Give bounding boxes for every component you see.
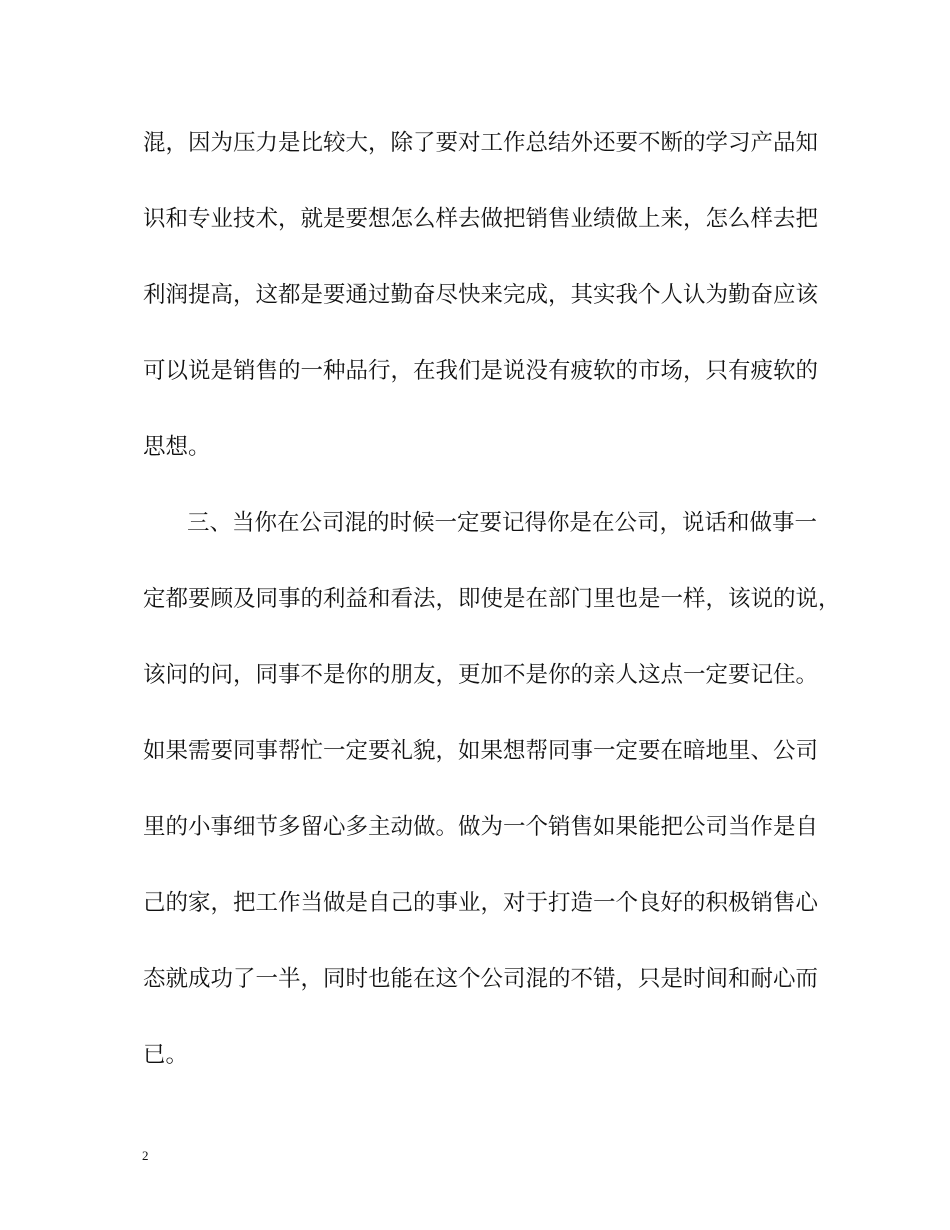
paragraph-line: 利润提高，这都是要通过勤奋尽快来完成，其实我个人认为勤奋应该 (143, 282, 819, 308)
paragraph-line: 态就成功了一半，同时也能在这个公司混的不错，只是时间和耐心而 (143, 966, 819, 992)
paragraph-line: 已。 (143, 1042, 189, 1068)
paragraph-line: 己的家，把工作当做是自己的事业，对于打造一个良好的积极销售心 (143, 890, 819, 916)
paragraph-line: 可以说是销售的一种品行，在我们是说没有疲软的市场，只有疲软的 (143, 358, 819, 384)
page-number: 2 (142, 1148, 149, 1163)
paragraph-line: 识和专业技术，就是要想怎么样去做把销售业绩做上来，怎么样去把 (143, 206, 819, 232)
paragraph-line: 里的小事细节多留心多主动做。做为一个销售如果能把公司当作是自 (143, 814, 819, 840)
paragraph-line: 思想。 (143, 434, 211, 460)
paragraph-line: 该问的问，同事不是你的朋友，更加不是你的亲人这点一定要记住。 (143, 662, 819, 688)
paragraph-line: 混，因为压力是比较大，除了要对工作总结外还要不断的学习产品知 (143, 130, 819, 156)
paragraph-line: 三、当你在公司混的时候一定要记得你是在公司，说话和做事一 (187, 510, 818, 536)
paragraph-line: 定都要顾及同事的利益和看法，即使是在部门里也是一样，该说的说， (143, 586, 841, 612)
paragraph-line: 如果需要同事帮忙一定要礼貌，如果想帮同事一定要在暗地里、公司 (143, 738, 819, 764)
